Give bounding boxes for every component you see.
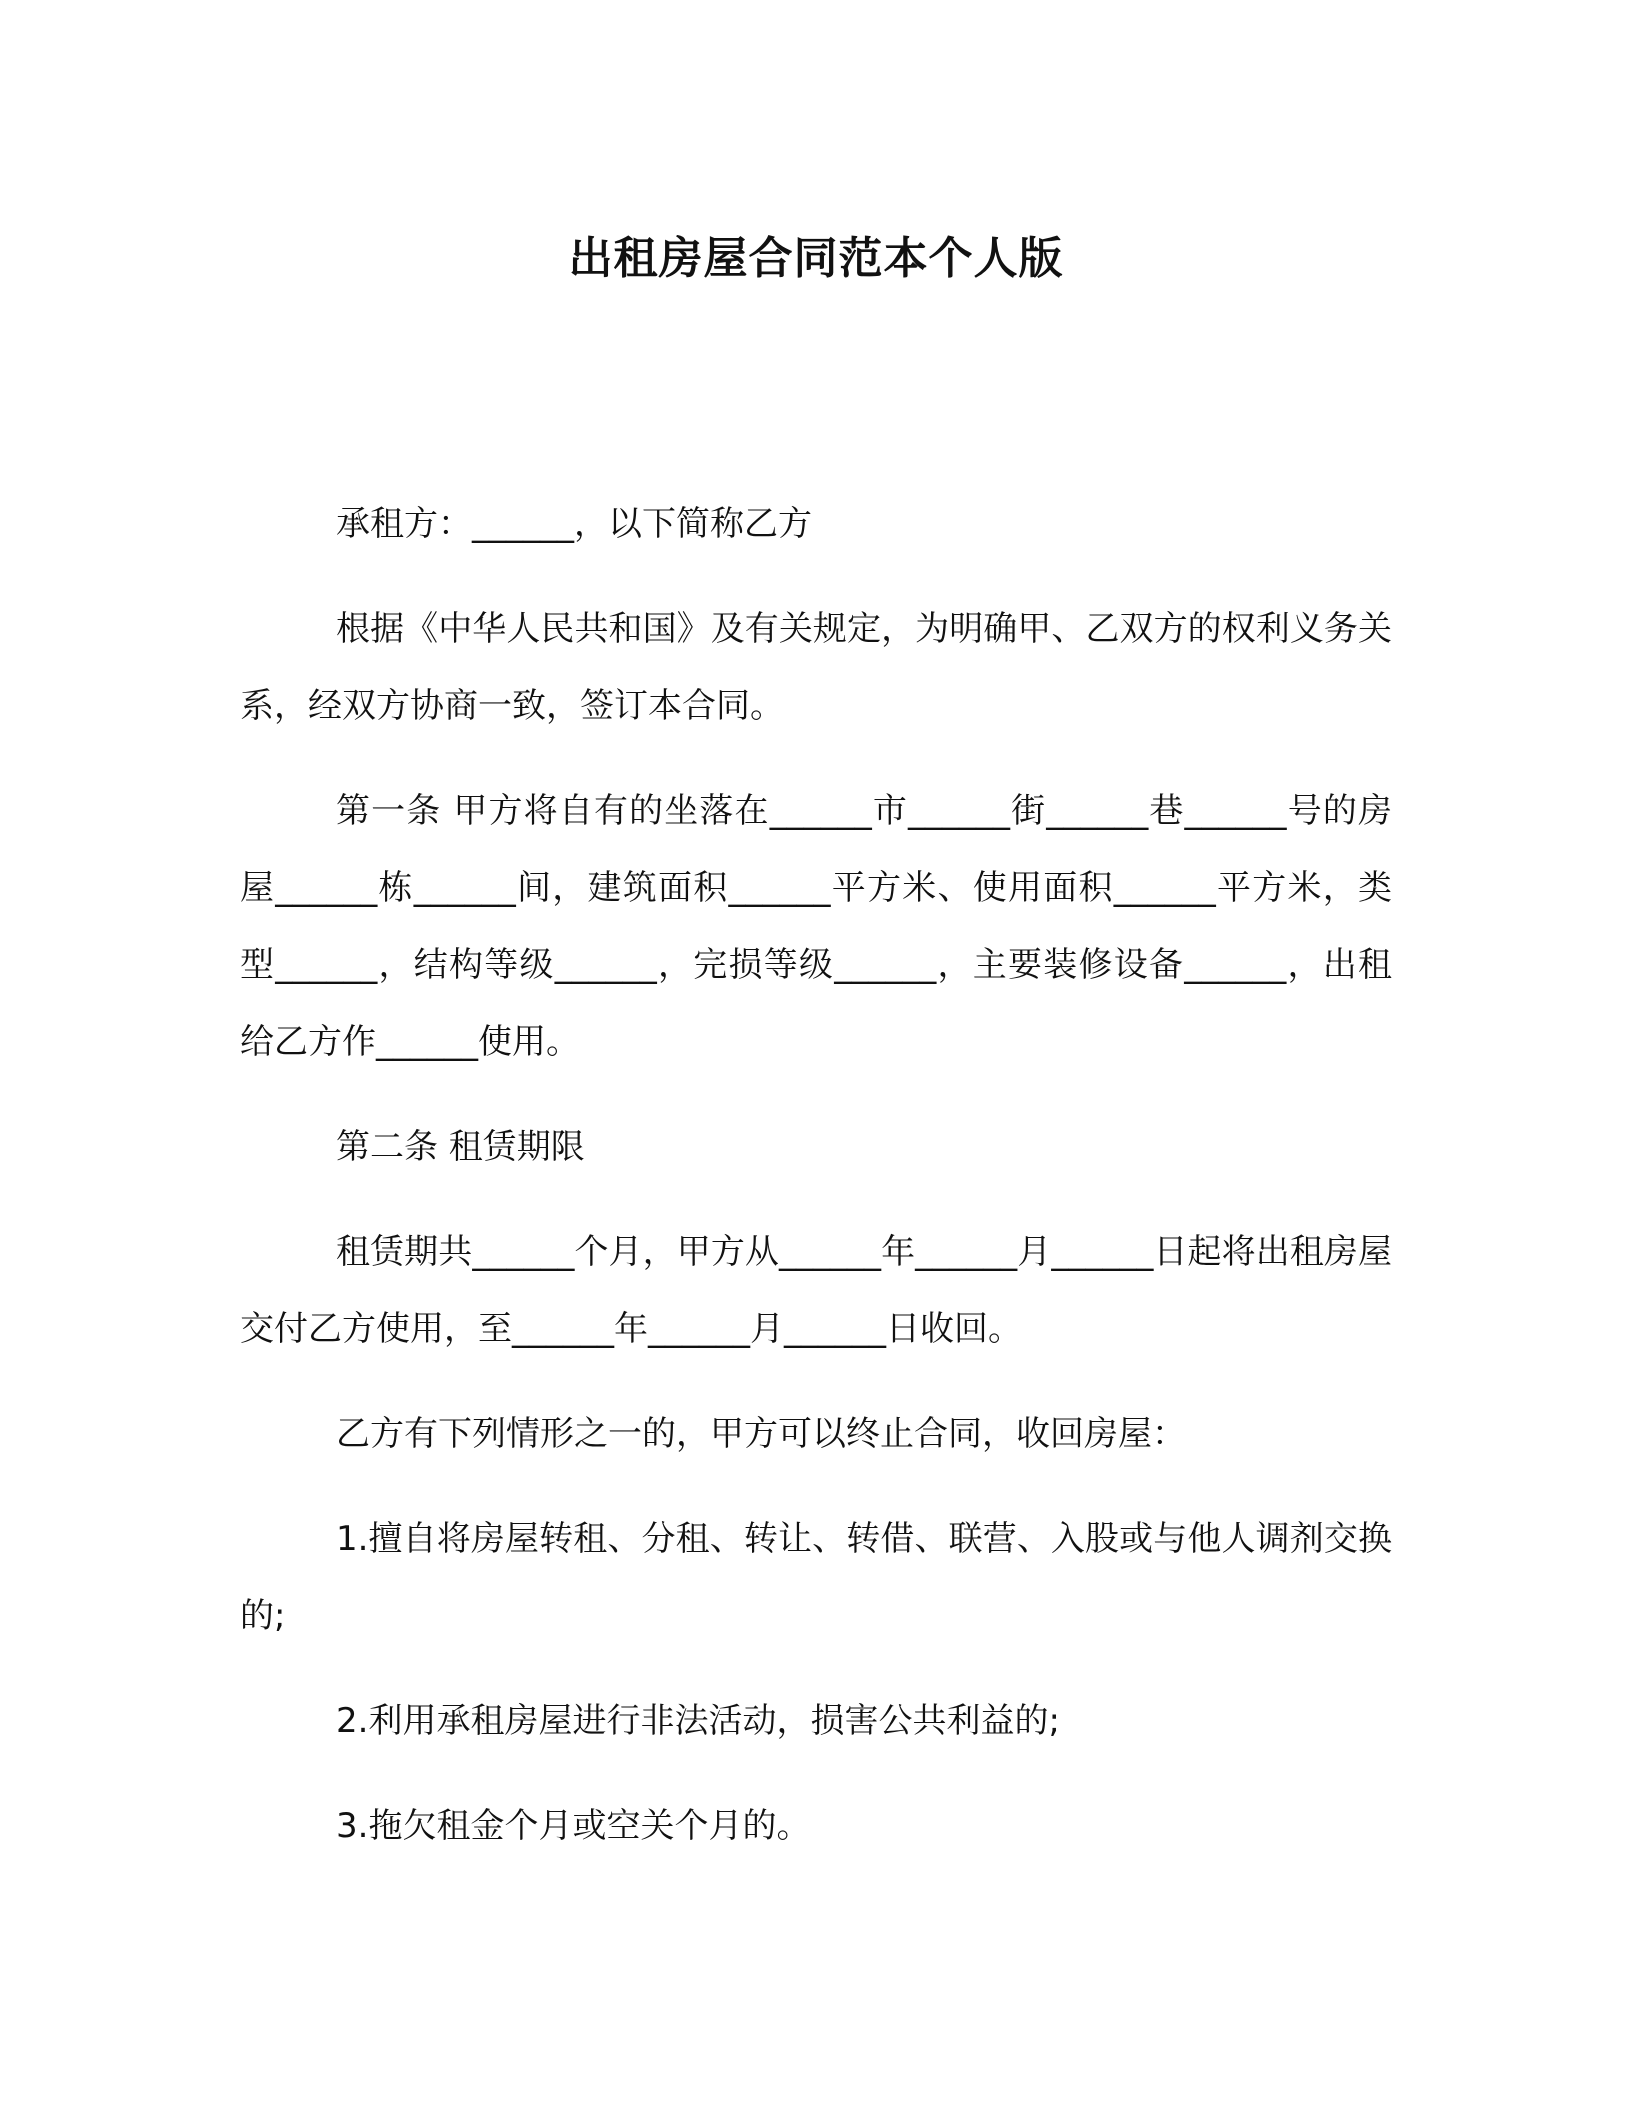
paragraph-preamble: 根据《中华人民共和国》及有关规定，为明确甲、乙双方的权利义务关系，经双方协商一致，签订本合同。 [240, 609, 1392, 726]
list-item-sublease: 1.擅自将房屋转租、分租、转让、转借、联营、入股或与他人调剂交换的; [240, 1519, 1392, 1636]
document-body [240, 486, 1392, 1893]
paragraph-lessee: 承租方：______，以下简称乙方 [336, 504, 812, 544]
paragraph-article-1: 第一条 甲方将自有的坐落在______市______街______巷______号的房屋______栋______间，建筑面积______平方米、使用面积______平方米，类型______，结构等级______，完损等级______，主要装修设备______，出租给乙方作______使用。 [240, 791, 1392, 1062]
list-item-rent-arrears: 3.拖欠租金个月或空关个月的。 [336, 1806, 811, 1846]
list-item-illegal-use: 2.利用承租房屋进行非法活动，损害公共利益的; [336, 1701, 1060, 1741]
paragraph-lease-term: 租赁期共______个月，甲方从______年______月______日起将出租房屋交付乙方使用，至______年______月______日收回。 [240, 1232, 1392, 1349]
paragraph-article-2-heading: 第二条 租赁期限 [336, 1127, 585, 1167]
document-title: 出租房屋合同范本个人版 [568, 233, 1064, 284]
paragraph-termination-intro: 乙方有下列情形之一的，甲方可以终止合同，收回房屋： [336, 1414, 1186, 1454]
